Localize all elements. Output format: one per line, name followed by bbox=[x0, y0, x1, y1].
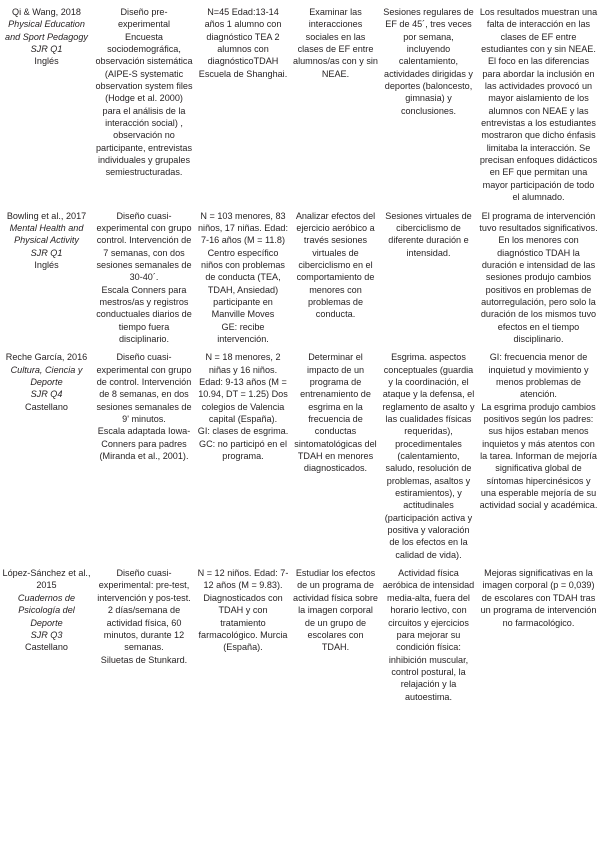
reference-language: Inglés bbox=[34, 259, 59, 270]
results-paragraph: GI: frecuencia menor de inquietud y movimiento y menos problemas de atención. bbox=[488, 352, 589, 400]
design-paragraph: Escala Conners para mestros/as y registros conductuales diarios de tiempo fuera disciplinario. bbox=[96, 284, 192, 344]
intervention-paragraph: Sesiones regulares de EF de 45´, tres veces por semana, incluyendo calentamiento, actividades dirigidas y deportes (baloncesto, gimnasia) y conclusiones. bbox=[383, 7, 474, 116]
intervention-paragraph: Sesiones virtuales de ciberciclismo de diferente duración e intensidad. bbox=[385, 210, 472, 258]
sample-paragraph: GE: recibe intervención. bbox=[217, 321, 269, 344]
reference-author-year: López-Sánchez et al., 2015 bbox=[2, 568, 91, 591]
objective-paragraph: Determinar el impacto de un programa de entrenamiento de esgrima en la frecuencia de conductas sintomatológicas del TDAH en menores diagnosticados. bbox=[294, 352, 377, 474]
design-paragraph: Encuesta sociodemográfica, observación sistemática (AIPE-S systematic observation system files (Hodge et al. 2000) para el análisis de la interacción social) , observación no participante, entrevistas individuales y grupales semiestructuradas. bbox=[95, 31, 193, 178]
table-row bbox=[0, 345, 600, 561]
objective-paragraph: Estudiar los efectos de un programa de actividad física sobre la imagen corporal de un grupo de escolares con TDAH. bbox=[293, 568, 378, 653]
design-paragraph: Diseño cuasi-experimental con grupo control. Intervención de 7 semanas, con dos sesiones semanales de 30-40´. bbox=[96, 210, 192, 283]
sample-paragraph: N = 18 menores, 2 niñas y 16 niños. Edad: 9-13 años (M = 10.94, DT = 1.25) Dos colegios de Valencia capital (España). bbox=[198, 352, 288, 424]
reference-journal: Cuadernos de Psicología del Deporte bbox=[17, 592, 76, 628]
cell-results bbox=[477, 561, 600, 703]
cell-objective bbox=[291, 0, 380, 204]
design-paragraph: Diseño cuasi-experimental con grupo de control. Intervención de 8 semanas, en dos sesiones semanales de 9' minutos. bbox=[96, 352, 192, 424]
cell-objective bbox=[291, 345, 380, 561]
cell-reference bbox=[0, 204, 93, 346]
design-paragraph: Diseño pre-experimental bbox=[117, 7, 171, 30]
cell-intervention bbox=[380, 204, 477, 346]
cell-reference bbox=[0, 0, 93, 204]
sample-paragraph: N=45 Edad:13-14 años 1 alumno con diagnóstico TEA 2 alumnos con diagnósticoTDAH Escuela de Shanghai. bbox=[198, 7, 288, 79]
objective-paragraph: Examinar las interacciones sociales en las clases de EF entre alumnos/as con y sin NEAE. bbox=[293, 7, 378, 79]
table-row bbox=[0, 0, 600, 204]
cell-design bbox=[93, 0, 195, 204]
cell-sample bbox=[195, 345, 291, 561]
sample-paragraph: GI: clases de esgrima. GC: no participó en el programa. bbox=[197, 426, 289, 462]
reference-sjr-quartile: SJR Q3 bbox=[30, 629, 63, 640]
sample-paragraph: N = 103 menores, 83 niños, 17 niñas. Edad: 7-16 años (M = 11.8) Centro específico niños con problemas de conducta (TEA, TDAH, Ansiedad) participante en Manville Moves bbox=[198, 210, 288, 320]
objective-paragraph: Analizar efectos del ejercicio aeróbico a través sesiones virtuales de ciberciclismo en el comportamiento de menores con problemas de conducta. bbox=[295, 210, 376, 320]
table-row bbox=[0, 204, 600, 346]
cell-results bbox=[477, 345, 600, 561]
results-paragraph: La esgrima produjo cambios positivos según los padres: sus hijos estaban menos inquietos y más atentos con la tarea. Informan de mejoría significativa global de síntomas hipercinésicos y una esperable mejoría de su actividad social y académica. bbox=[479, 401, 598, 511]
cell-sample bbox=[195, 0, 291, 204]
sample-paragraph: N = 12 niños. Edad: 7-12 años (M = 9.83). Diagnosticados con TDAH y con tratamiento farmacológico. Murcia (España). bbox=[197, 568, 289, 653]
reference-journal: Physical Education and Sport Pedagogy bbox=[5, 19, 88, 42]
design-paragraph: Diseño cuasi-experimental: pre-test, intervención y pos-test. 2 días/semana de actividad física, 60 minutos, durante 12 semanas. bbox=[97, 568, 191, 653]
cell-sample bbox=[195, 561, 291, 703]
cell-sample bbox=[195, 204, 291, 346]
results-paragraph: Mejoras significativas en la imagen corporal (p = 0,039) de escolares con TDAH tras un programa de intervención no farmacológico. bbox=[480, 568, 597, 628]
cell-design bbox=[93, 345, 195, 561]
reference-author-year: Qi & Wang, 2018 bbox=[12, 7, 81, 17]
cell-results bbox=[477, 0, 600, 204]
reference-language: Castellano bbox=[25, 401, 68, 412]
reference-journal: Mental Health and Physical Activity bbox=[9, 222, 84, 246]
reference-author-year: Reche García, 2016 bbox=[5, 352, 88, 363]
cell-intervention bbox=[380, 561, 477, 703]
cell-design bbox=[93, 204, 195, 346]
results-paragraph: El programa de intervención tuvo resultados significativos. En los menores con diagnóstico TDAH la duración e intensidad de las sesiones produjo cambios positivos en problemas de autorregulación, pero solo la duración de los mismos tuvo efectos en el tiempo disciplinario. bbox=[479, 210, 598, 344]
reference-language: Castellano bbox=[25, 642, 68, 653]
design-paragraph: Escala adaptada Iowa-Conners para padres (Miranda et al., 2001). bbox=[97, 426, 191, 462]
intervention-paragraph: Actividad física aeróbica de intensidad media-alta, fuera del horario lectivo, con circuitos y ejercicios para mejorar su condición física: inhibición muscular, control postural, la relajación y la autoestima. bbox=[382, 568, 475, 702]
results-paragraph: Los resultados muestran una falta de interacción en las clases de EF entre estudiantes con y sin NEAE. El foco en las diferencias para abordar la inclusión en las actividades provocó un mayor aislamiento de los alumnos con NEAE y las entrevistas a los estudiantes mostraron que dicho énfasis limitaba la interacción. Se precisan enfoques didácticos en EF que permitan una mayor participación de todo el alumnado. bbox=[479, 7, 598, 203]
reference-language: Inglés bbox=[34, 56, 59, 67]
intervention-paragraph: Esgrima. aspectos conceptuales (guardia y la coordinación, el ataque y la defensa, el reglamento de asalto y las cualidades físicas requeridas), procedimentales (calentamiento, saludo, resolución de problemas, asaltos y estiramientos), y actitudinales (participación activa y positiva y valoración de los efectos en la calidad de vida). bbox=[382, 352, 475, 560]
cell-objective bbox=[291, 561, 380, 703]
cell-reference bbox=[0, 345, 93, 561]
reference-sjr-quartile: SJR Q1 bbox=[30, 247, 63, 258]
design-paragraph: Siluetas de Stunkard. bbox=[100, 654, 188, 665]
cell-reference bbox=[0, 561, 93, 703]
reference-author-year: Bowling et al., 2017 bbox=[6, 210, 87, 221]
cell-results bbox=[477, 204, 600, 346]
reference-sjr-quartile: SJR Q1 bbox=[30, 44, 63, 55]
table-row bbox=[0, 561, 600, 703]
reference-journal: Cultura, Ciencia y Deporte bbox=[10, 364, 83, 387]
cell-intervention bbox=[380, 345, 477, 561]
cell-objective bbox=[291, 204, 380, 346]
reference-sjr-quartile: SJR Q4 bbox=[30, 389, 63, 400]
cell-intervention bbox=[380, 0, 477, 204]
cell-design bbox=[93, 561, 195, 703]
